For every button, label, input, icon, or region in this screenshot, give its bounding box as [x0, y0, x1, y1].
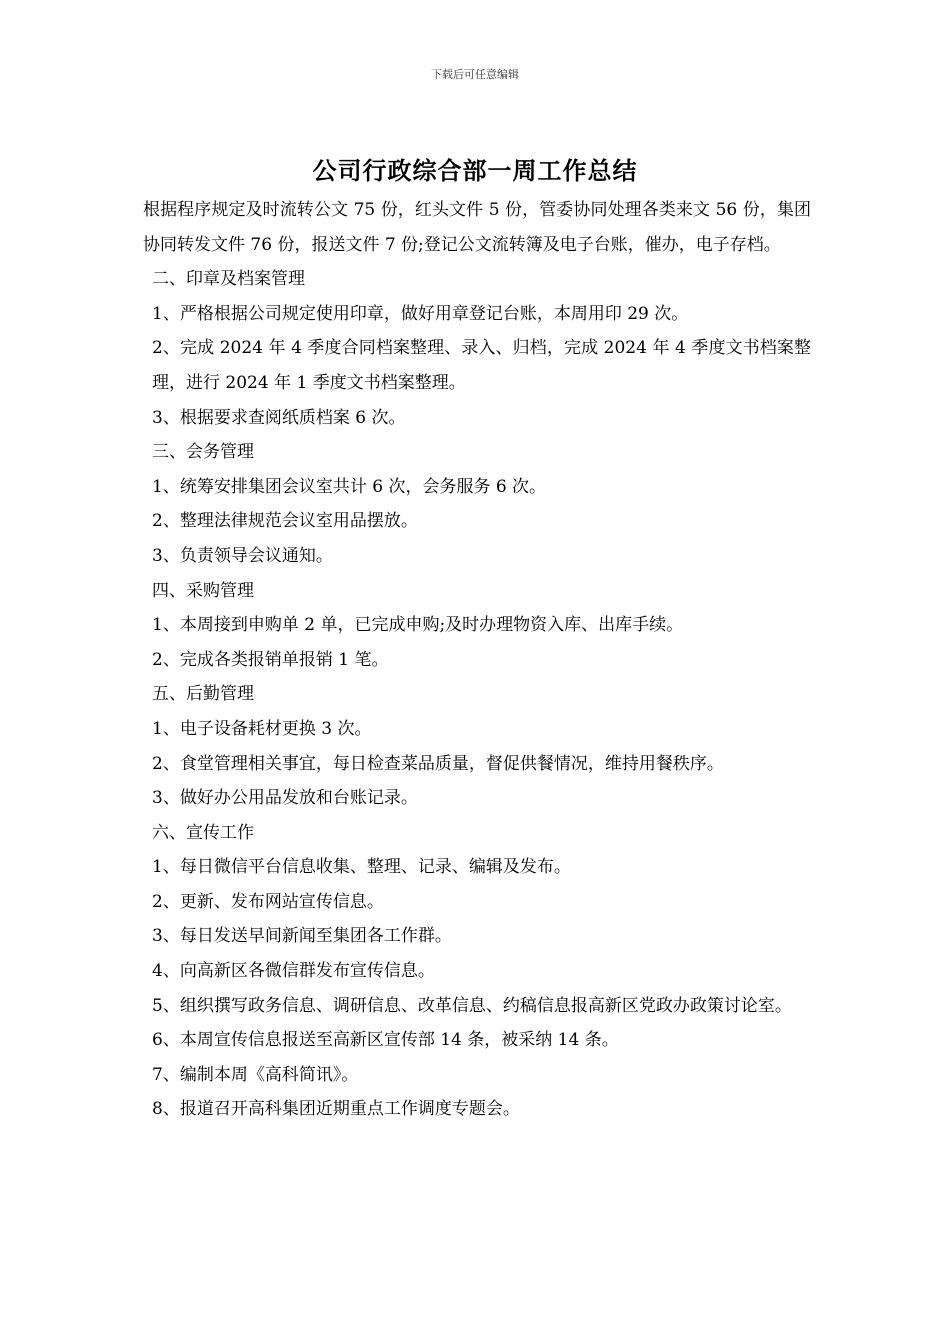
document-body [143, 193, 811, 1127]
list-item: 3、负责领导会议通知。 [152, 545, 333, 566]
list-item: 2、完成各类报销单报销 1 笔。 [152, 649, 389, 670]
header-note: 下载后可任意编辑 [431, 68, 519, 81]
section-heading-logistics: 五、后勤管理 [152, 684, 254, 705]
list-item: 3、做好办公用品发放和台账记录。 [152, 788, 418, 809]
list-item: 5、组织撰写政务信息、调研信息、改革信息、约稿信息报高新区党政办政策讨论室。 [152, 995, 792, 1016]
section-heading-publicity: 六、宣传工作 [152, 822, 254, 843]
list-item: 1、严格根据公司规定使用印章，做好用章登记台账，本周用印 29 次。 [152, 303, 689, 324]
section-heading-procurement: 四、采购管理 [152, 580, 254, 601]
list-item: 1、每日微信平台信息收集、整理、记录、编辑及发布。 [152, 857, 571, 878]
list-item: 1、本周接到申购单 2 单，已完成申购;及时办理物资入库、出库手续。 [152, 615, 684, 636]
list-item: 3、根据要求查阅纸质档案 6 次。 [152, 407, 406, 428]
section-heading-meeting: 三、会务管理 [152, 442, 254, 463]
list-item: 4、向高新区各微信群发布宣传信息。 [152, 961, 435, 982]
list-item: 2、整理法律规范会议室用品摆放。 [152, 511, 418, 532]
list-item: 2、食堂管理相关事宜，每日检查菜品质量，督促供餐情况，维持用餐秩序。 [152, 753, 724, 774]
document-title: 公司行政综合部一周工作总结 [312, 156, 638, 185]
list-item: 7、编制本周《高科简讯》。 [152, 1064, 359, 1085]
list-item: 6、本周宣传信息报送至高新区宣传部 14 条，被采纳 14 条。 [152, 1030, 619, 1051]
section-heading-seal-archive: 二、印章及档案管理 [152, 269, 305, 290]
list-item: 8、报道召开高科集团近期重点工作调度专题会。 [152, 1099, 520, 1120]
paragraph-intro: 根据程序规定及时流转公文 75 份，红头文件 5 份，管委协同处理各类来文 56 份，集团协同转发文件 76 份，报送文件 7 份;登记公文流转簿及电子台账，催办，电子存档。 [143, 200, 811, 255]
list-item: 1、电子设备耗材更换 3 次。 [152, 718, 372, 739]
list-item: 3、每日发送早间新闻至集团各工作群。 [152, 926, 452, 947]
list-item: 2、更新、发布网站宣传信息。 [152, 891, 384, 912]
list-item: 1、统筹安排集团会议室共计 6 次，会务服务 6 次。 [152, 476, 547, 497]
list-item: 2、完成 2024 年 4 季度合同档案整理、录入、归档，完成 2024 年 4 季度文书档案整理，进行 2024 年 1 季度文书档案整理。 [152, 338, 811, 393]
